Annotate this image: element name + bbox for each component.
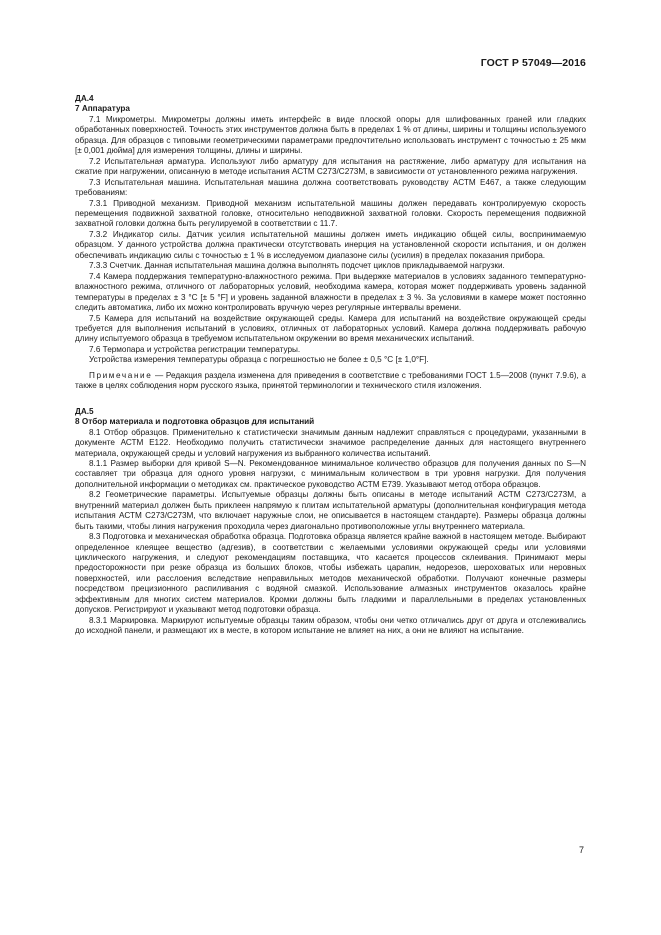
section-id-da4: ДА.4 (75, 94, 94, 103)
paragraph: 7.5 Камера для испытаний на воздействие окружающей среды. Камера для испытаний на воздействие окружающей среды требуется для выполнения испытаний в условиях, отличных от лабораторных условий. Камера должна поддерживать рабочую длину испытуемого образца в требуемом испытательном окружении во время механических испытаний. (75, 313, 586, 344)
paragraph: 7.3.1 Приводной механизм. Приводной механизм испытательной машины должен передавать контролируемую скорость перемещения подвижной захватной головке, относительно неподвижной захватной головки. Скорость перемещения подвижной захватной головки должна быть регулируемой в соответствии с 11.7. (75, 198, 586, 229)
paragraph: 7.6 Термопара и устройства регистрации температуры. (89, 344, 301, 354)
paragraph: 8.3 Подготовка и механическая обработка образца. Подготовка образца является крайне важной в настоящем методе. Выбирают определенное клеящее вещество (адгезив), в соответствии с желаемыми условиями окружающей среды или условиями циклического нагружения, и следуют рекомендациям поставщика, что касается процессов склеивания. Принимают меры предосторожности при резке образца из больших блоков, чтобы избежать царапин, недорезов, шероховатых или неровных поверхностей, или расслоения вследствие неправильных методов механической обработки. Получают конечные размеры посредством прецизионного распиливания с водяной смазкой. Использование алмазных инструментов оказалось крайне эффективным для многих систем материалов. Кромки должны быть гладкими и параллельными в пределах установленных допусков. Регистрируют и указывают метод подготовки образца. (75, 532, 586, 615)
paragraph: 8.3.1 Маркировка. Маркируют испытуемые образцы таким образом, чтобы они четко отличались друг от друга и отслеживались до исходной панели, и размещают их в месте, в котором испытание не влияет на них, а они не влияют на испытание. (75, 615, 586, 636)
section-heading-sampling: 8 Отбор материала и подготовка образцов для испытаний (75, 417, 315, 427)
document-body (75, 94, 586, 637)
page-number: 7 (578, 845, 584, 855)
paragraph: 7.3 Испытательная машина. Испытательная машина должна соответствовать руководству АСТМ Е467, а также следующим требованиям: (75, 177, 586, 198)
paragraph: 8.1 Отбор образцов. Применительно к статистически значимым данным надлежит справляться с процедурами, указанными в документе АСТМ Е122. Необходимо получить статистически значимое распределение данных для настоящего внутреннего материала, окружающей среды и условий нагружения из выбранного количества испытаний. (75, 427, 586, 458)
note-label: Примечание (89, 370, 153, 380)
section-id-da5: ДА.5 (75, 406, 94, 416)
paragraph: 7.1 Микрометры. Микрометры должны иметь интерфейс в виде плоской опоры для шлифованных граней или гладких обработанных поверхностей. Точность этих инструментов должна быть в пределах 1 % от длины, ширины и толщины используемого образца. Для образцов с типовыми геометрическими параметрами предпочтительно использовать инструмент с точностью ± 25 мкм [± 0,001 дюйма] для измерения толщины, длины и ширины. (75, 114, 586, 156)
paragraph: 7.3.3 Счетчик. Данная испытательная машина должна выполнять подсчет циклов прикладываемой нагрузки. (89, 261, 505, 271)
paragraph: 7.2 Испытательная арматура. Используют либо арматуру для испытания на растяжение, либо арматуру для испытания на сжатие при нагружении, описанную в методе испытания АСТМ С273/С273М, в зависимости от установленного режима нагружения. (75, 156, 586, 177)
section-heading-apparatus: 7 Аппаратура (75, 104, 130, 114)
paragraph: 7.4 Камера поддержания температурно-влажностного режима. При выдержке материалов в условиях заданного температурно-влажностного режима, отличного от лабораторных условий, необходима камера, которая может поддерживать уровень заданной температуры в пределах ± 3 °С [± 5 °F] и уровень заданной влажности в пределах ± 3 %. За условиями в камере может постоянно следить автоматика, либо их можно контролировать вручную через регулярные интервалы времени. (75, 271, 586, 313)
document-header: ГОСТ Р 57049—2016 (480, 57, 586, 69)
note (75, 371, 586, 392)
paragraph: 8.2 Геометрические параметры. Испытуемые образцы должны быть описаны в методе испытаний АСТМ С273/С273М, а внутренний материал должен быть приклеен напрямую к плитам испытательной арматуры (дополнительная конфигурация метода испытания АСТМ С273/С273М, что включает наружные слои, не описывается в настоящем стандарте). Размеры образца должны быть такими, чтобы линия нагружения проходила через диагонально противоположные углы внутреннего материала. (75, 490, 586, 531)
note-text: — Редакция раздела изменена для приведения в соответствие с требованиями ГОСТ 1.5—2008 (пункт 7.9.6), а также в целях соблюдения норм русского языка, принятой терминологии и технического стиля изложения. (75, 370, 586, 391)
paragraph: 7.3.2 Индикатор силы. Датчик усилия испытательной машины должен иметь индикацию общей силы, воспринимаемую образцом. У данного устройства должна практически отсутствовать инерция на установленной скорости испытания, и он должен обеспечивать индикацию силы с точностью ± 1 % в исследуемом диапазоне силы (усилия) в пределах показания прибора. (75, 229, 586, 260)
paragraph: 8.1.1 Размер выборки для кривой S—N. Рекомендованное минимальное количество образцов для получения данных по S—N составляет три образца для одного уровня нагрузки, с минимальным количеством в три уровня нагрузки. Для получения дополнительной информации о методиках см. практическое руководство АСТМ Е739. Указывают метод отбора образцов. (75, 458, 586, 489)
paragraph: Устройства измерения температуры образца с погрешностью не более ± 0,5 °С [± 1,0°F]. (89, 355, 429, 365)
